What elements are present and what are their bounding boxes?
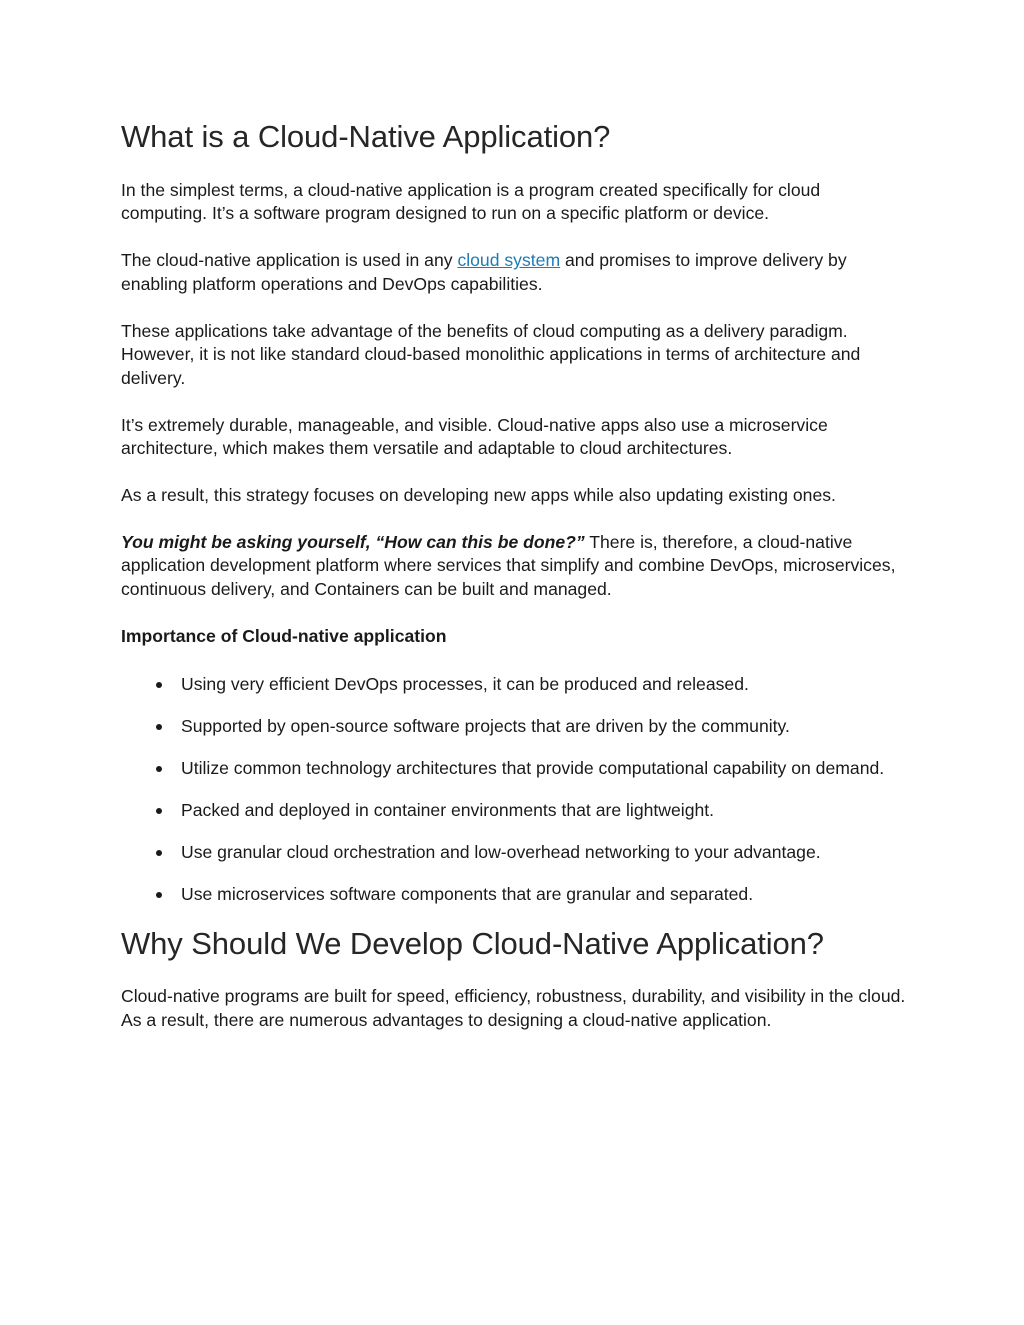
document-page — [121, 118, 911, 1056]
list-item-text: Packed and deployed in container environments that are lightweight. — [181, 800, 715, 821]
paragraph-cloud-system-after: and promises to improve delivery by enabling platform operations and DevOps capabilities. — [121, 250, 847, 294]
paragraph-strategy: As a result, this strategy focuses on developing new apps while also updating existing ones. — [121, 485, 836, 506]
bullet-icon — [156, 892, 162, 898]
how-done-rest: There is, therefore, a cloud-native application development platform where services that simplify and combine DevOps, microservices, continuous delivery, and Containers can be built and managed. — [121, 532, 896, 599]
paragraph-benefits: These applications take advantage of the benefits of cloud computing as a delivery paradigm. However, it is not like standard cloud-based monolithic applications in terms of architecture and delivery. — [121, 320, 861, 388]
list-item — [121, 883, 911, 906]
paragraph-cloud-system — [121, 249, 911, 296]
list-item — [121, 841, 911, 864]
list-item-text: Utilize common technology architectures that provide computational capability on demand. — [181, 758, 885, 779]
paragraph-how-done — [121, 531, 911, 601]
paragraph-intro: In the simplest terms, a cloud-native application is a program created specifically for cloud computing. It’s a software program designed to run on a specific platform or device. — [121, 180, 821, 224]
bullet-icon — [156, 766, 162, 772]
list-item — [121, 715, 911, 738]
list-item — [121, 673, 911, 696]
bullet-icon — [156, 724, 162, 730]
bullet-icon — [156, 850, 162, 856]
list-item-text: Use granular cloud orchestration and low-overhead networking to your advantage. — [181, 842, 821, 863]
list-item — [121, 799, 911, 822]
subheading-importance: Importance of Cloud-native application — [121, 625, 447, 646]
cloud-system-link[interactable]: cloud system — [457, 250, 561, 271]
paragraph-durable: It’s extremely durable, manageable, and visible. Cloud-native apps also use a microservice architecture, which makes them versatile and adaptable to cloud architectures. — [121, 414, 828, 459]
list-item — [121, 757, 911, 780]
heading-what-is-cloud-native: What is a Cloud-Native Application? — [121, 119, 611, 154]
bullet-icon — [156, 808, 162, 814]
list-item-text: Supported by open-source software projects that are driven by the community. — [181, 716, 790, 737]
importance-list — [121, 673, 911, 906]
heading-why-develop: Why Should We Develop Cloud-Native Application? — [121, 926, 824, 962]
list-item-text: Using very efficient DevOps processes, it can be produced and released. — [181, 674, 749, 695]
paragraph-cloud-system-before: The cloud-native application is used in any — [121, 250, 458, 271]
paragraph-why-develop: Cloud-native programs are built for speed, efficiency, robustness, durability, and visibility in the cloud. As a result, there are numerous advantages to designing a cloud-native application. — [121, 986, 906, 1030]
how-done-question: You might be asking yourself, “How can this be done?” — [121, 532, 585, 553]
list-item-text: Use microservices software components that are granular and separated. — [181, 884, 754, 905]
bullet-icon — [156, 682, 162, 688]
